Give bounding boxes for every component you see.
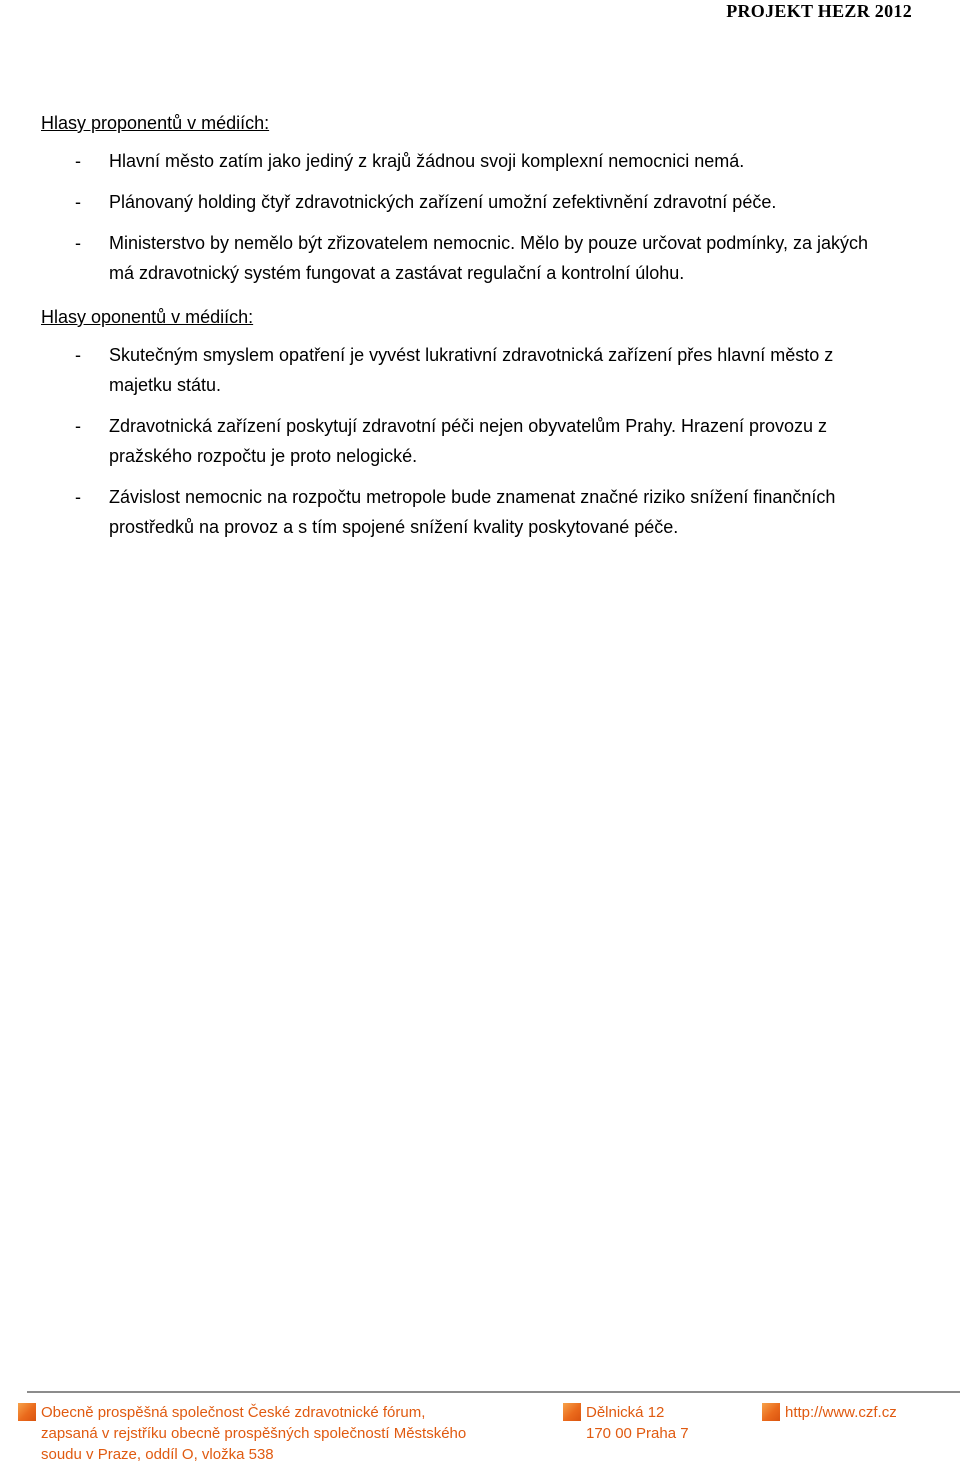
bullet-text: Závislost nemocnic na rozpočtu metropole bude znamenat značné riziko snížení finančních prostředků na provoz a s tím spojené snížení kvality poskytované péče. bbox=[109, 487, 836, 537]
bullet-dash: - bbox=[75, 487, 81, 507]
opponents-list-item bbox=[41, 482, 894, 542]
footer-website bbox=[762, 1402, 952, 1423]
footer-org-line-1: Obecně prospěšná společnost České zdravotnické fórum, bbox=[41, 1404, 426, 1421]
bullet-dash: - bbox=[75, 233, 81, 253]
footer-org-line-3: soudu v Praze, oddíl O, vložka 538 bbox=[41, 1446, 274, 1463]
orange-square-icon bbox=[18, 1403, 36, 1421]
footer-org-line-2: zapsaná v rejstříku obecně prospěšných společností Městského bbox=[41, 1425, 467, 1442]
proponents-heading: Hlasy proponentů v médiích: bbox=[41, 113, 270, 133]
proponents-list bbox=[41, 146, 901, 288]
footer-address bbox=[563, 1402, 743, 1444]
orange-square-icon bbox=[563, 1403, 581, 1421]
bullet-dash: - bbox=[75, 192, 81, 212]
orange-square-icon bbox=[762, 1403, 780, 1421]
proponents-list-item bbox=[41, 146, 894, 176]
bullet-text: Ministerstvo by nemělo být zřizovatelem nemocnic. Mělo by pouze určovat podmínky, za jakých má zdravotnický systém fungovat a zastávat regulační a kontrolní úlohu. bbox=[109, 233, 868, 283]
opponents-list-item bbox=[41, 340, 894, 400]
opponents-list-item bbox=[41, 411, 894, 471]
bullet-dash: - bbox=[75, 345, 81, 365]
footer-website-link[interactable]: http://www.czf.cz bbox=[785, 1404, 897, 1421]
footer-divider bbox=[27, 1391, 960, 1393]
page-header-title: PROJEKT HEZR 2012 bbox=[726, 1, 912, 21]
bullet-text: Zdravotnická zařízení poskytují zdravotní péči nejen obyvatelům Prahy. Hrazení provozu z pražského rozpočtu je proto nelogické. bbox=[109, 416, 828, 466]
opponents-heading: Hlasy oponentů v médiích: bbox=[41, 307, 254, 327]
footer-organization bbox=[18, 1402, 538, 1465]
proponents-section bbox=[41, 111, 901, 299]
bullet-dash: - bbox=[75, 416, 81, 436]
bullet-text: Hlavní město zatím jako jediný z krajů žádnou svoji komplexní nemocnici nemá. bbox=[109, 151, 745, 171]
bullet-text: Plánovaný holding čtyř zdravotnických zařízení umožní zefektivnění zdravotní péče. bbox=[109, 192, 777, 212]
bullet-dash: - bbox=[75, 151, 81, 171]
footer-address-street: Dělnická 12 bbox=[586, 1404, 665, 1421]
opponents-section bbox=[41, 305, 901, 542]
proponents-list-item bbox=[41, 187, 894, 217]
opponents-list bbox=[41, 340, 901, 542]
proponents-list-item bbox=[41, 228, 894, 288]
footer-address-city: 170 00 Praha 7 bbox=[586, 1425, 689, 1442]
bullet-text: Skutečným smyslem opatření je vyvést lukrativní zdravotnická zařízení přes hlavní město z majetku státu. bbox=[109, 345, 834, 395]
